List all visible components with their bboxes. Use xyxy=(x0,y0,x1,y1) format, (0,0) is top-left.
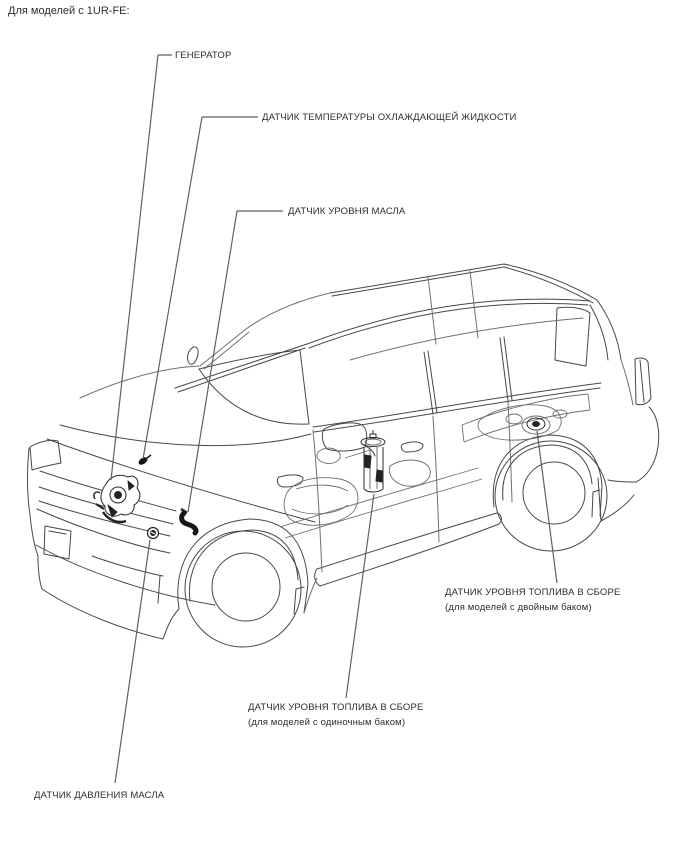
leader-coolant-temp xyxy=(143,117,258,459)
label-generator: ГЕНЕРАТОР xyxy=(175,50,232,61)
leader-oil-pressure xyxy=(115,540,150,783)
label-fuel-sender-dual-note: (для моделей с двойным баком) xyxy=(445,602,592,613)
oil-pressure-sensor-part xyxy=(148,528,159,539)
label-coolant-temp-sensor: ДАТЧИК ТЕМПЕРАТУРЫ ОХЛАЖДАЮЩЕЙ ЖИДКОСТИ xyxy=(262,112,517,123)
coolant-temp-sensor-part xyxy=(137,455,151,466)
label-fuel-sender-single-main: ДАТЧИК УРОВНЯ ТОПЛИВА В СБОРЕ xyxy=(248,702,424,713)
label-fuel-sender-single-note: (для моделей с одиночным баком) xyxy=(248,717,406,728)
label-oil-pressure-sensor: ДАТЧИК ДАВЛЕНИЯ МАСЛА xyxy=(34,790,165,801)
page-title: Для моделей с 1UR-FE: xyxy=(8,5,130,17)
leader-generator xyxy=(111,55,172,480)
label-fuel-sender-dual-main: ДАТЧИК УРОВНЯ ТОПЛИВА В СБОРЕ xyxy=(445,587,621,598)
leader-fuel-single xyxy=(346,494,374,698)
fuel-sender-dual-part xyxy=(522,416,550,434)
label-oil-level-sensor: ДАТЧИК УРОВНЯ МАСЛА xyxy=(288,206,406,217)
chassis-and-fuel-tanks xyxy=(280,394,590,538)
oil-level-sensor-part xyxy=(181,509,196,533)
leader-oil-level xyxy=(188,211,283,512)
label-fuel-sender-single xyxy=(248,700,423,730)
label-fuel-sender-dual xyxy=(445,585,620,615)
generator-part xyxy=(94,475,140,522)
fuel-pump-single-part xyxy=(361,430,385,492)
leader-fuel-dual xyxy=(537,431,557,583)
